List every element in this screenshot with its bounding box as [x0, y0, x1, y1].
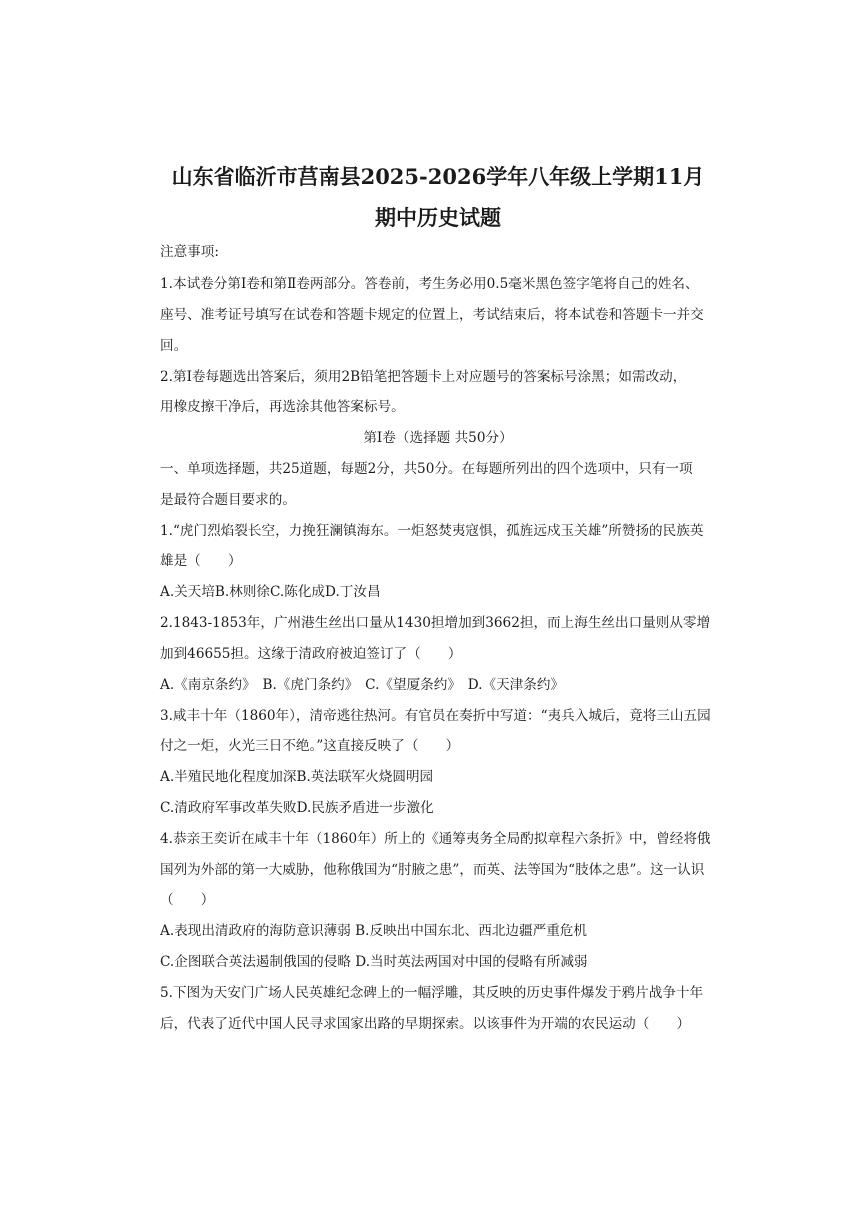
question-1-options: A.关天培B.林则徐C.陈化成D.丁汝昌 [160, 584, 381, 600]
section-instruction: 是最符合题目要求的。 [160, 492, 296, 508]
section-instruction: 一、单项选择题，共25道题，每题2分，共50分。在每题所列出的四个选项中，只有一项 [160, 461, 693, 477]
notice-line: 1.本试卷分第Ⅰ卷和第Ⅱ卷两部分。答卷前，考生务必用0.5毫米黑色签字笔将自己的姓名、 [160, 276, 699, 292]
notice-line: 2.第Ⅰ卷每题选出答案后，须用2B铅笔把答题卡上对应题号的答案标号涂黑；如需改动， [160, 369, 687, 385]
question-5-stem: 后，代表了近代中国人民寻求国家出路的早期探索。以该事件为开端的农民运动（ ） [160, 1016, 691, 1032]
exam-page [160, 0, 716, 1227]
question-1-stem: 1.“虎门烈焰裂长空，力挽狂澜镇海东。一炬怒焚夷寇惧，孤旌远戍玉关雄”所赞扬的民族英 [160, 523, 704, 539]
notice-line: 回。 [160, 338, 188, 354]
question-4-stem: 4.恭亲王奕䜣在咸丰十年（1860年）所上的《通筹夷务全局酌拟章程六条折》中，曾经将俄 [160, 831, 711, 847]
question-5-stem: 5.下图为天安门广场人民英雄纪念碑上的一幅浮雕，其反映的历史事件爆发于鸦片战争十年 [160, 985, 704, 1001]
notice-line: 座号、准考证号填写在试卷和答题卡规定的位置上，考试结束后，将本试卷和答题卡一并交 [160, 307, 704, 323]
question-2-options: A.《南京条约》 B.《虎门条约》 C.《望厦条约》 D.《天津条约》 [160, 677, 565, 693]
notice-line: 用橡皮擦干净后，再选涂其他答案标号。 [160, 399, 405, 415]
question-4-stem: 国列为外部的第一大威胁，他称俄国为“肘腋之患”，而英、法等国为“肢体之患”。这一认识 [160, 862, 705, 878]
question-4-option: C.企图联合英法遏制俄国的侵略 D.当时英法两国对中国的侵略有所减弱 [160, 954, 588, 970]
question-4-option: A.表现出清政府的海防意识薄弱 B.反映出中国东北、西北边疆严重危机 [160, 923, 587, 939]
notice-heading: 注意事项: [160, 244, 219, 260]
question-3-stem: 3.咸丰十年（1860年），清帝逃往热河。有官员在奏折中写道：“夷兵入城后，竟将三山五园 [160, 708, 711, 724]
exam-title-line1: 山东省临沂市莒南县2025-2026学年八年级上学期11月 [171, 164, 705, 189]
question-3-option: C.清政府军事改革失败D.民族矛盾进一步激化 [160, 800, 434, 816]
question-4-stem: （ ） [160, 892, 215, 908]
question-2-stem: 2.1843-1853年，广州港生丝出口量从1430担增加到3662担，而上海生丝出口量则从零增 [160, 615, 711, 631]
question-1-stem: 雄是（ ） [160, 553, 242, 569]
question-3-option: A.半殖民地化程度加深B.英法联军火烧圆明园 [160, 769, 434, 785]
section-heading: 第Ⅰ卷（选择题 共50分） [363, 430, 513, 446]
question-3-stem: 付之一炬，火光三日不绝。”这直接反映了（ ） [160, 738, 460, 754]
question-2-stem: 加到46655担。这缘于清政府被迫签订了（ ） [160, 646, 462, 662]
exam-title-line2: 期中历史试题 [375, 205, 501, 230]
